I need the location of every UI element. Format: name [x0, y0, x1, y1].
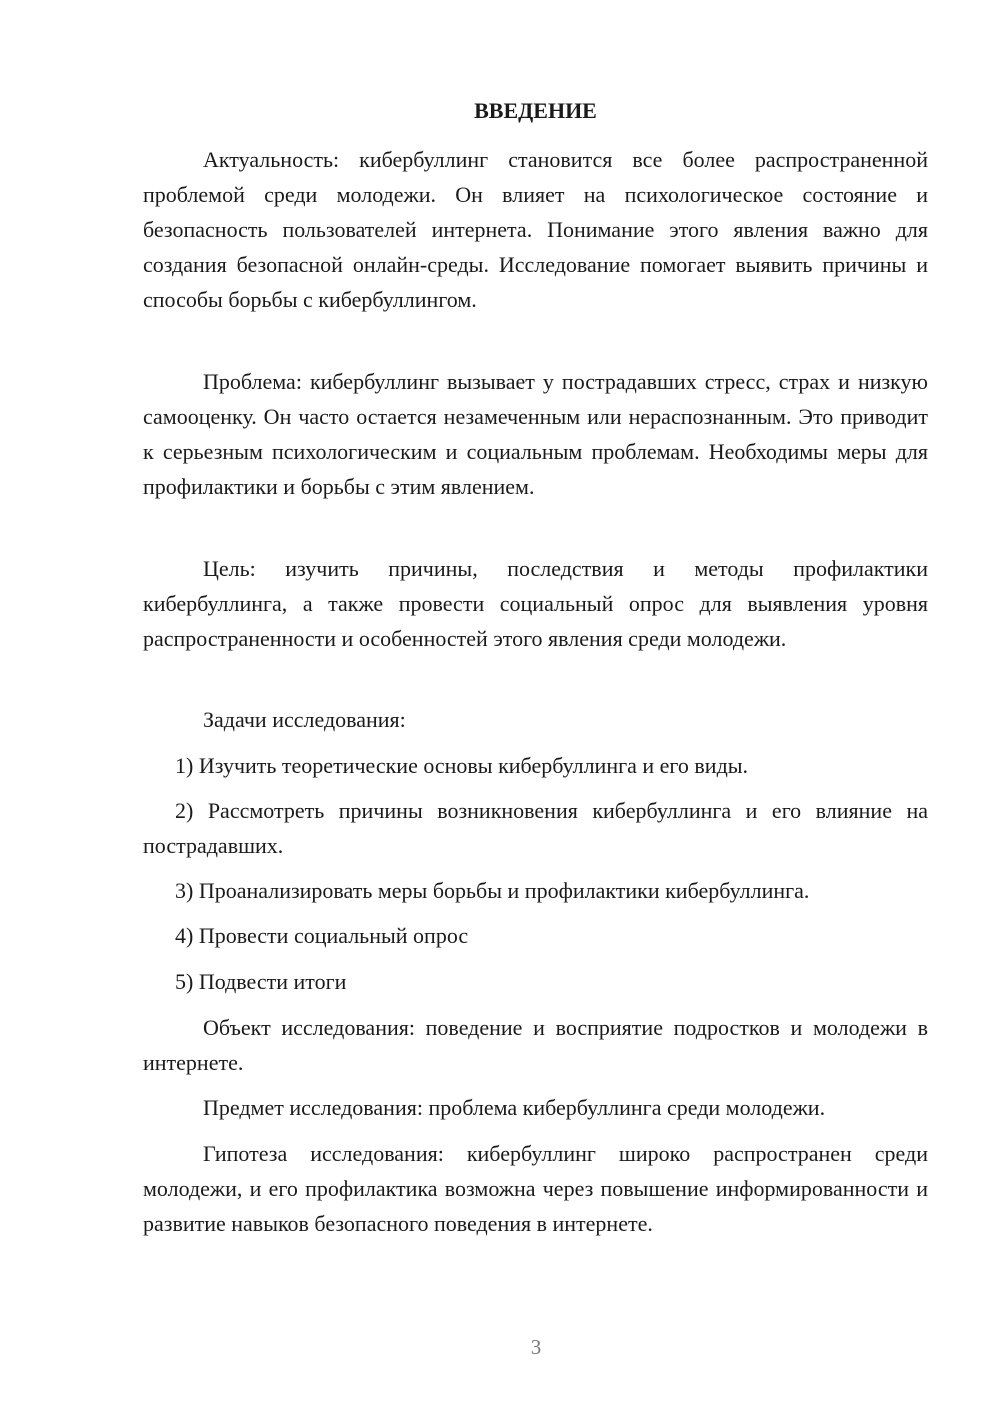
tasks-heading: Задачи исследования: — [203, 707, 406, 732]
task-item-3: 3) Проанализировать меры борьбы и профилактики кибербуллинга. — [175, 878, 810, 903]
task-item-1: 1) Изучить теоретические основы кибербуллинга и его виды. — [175, 753, 749, 778]
page-title: ВВЕДЕНИЕ — [474, 98, 597, 123]
paragraph-goal: Цель: изучить причины, последствия и методы профилактики кибербуллинга, а также провести социальный опрос для выявления уровня распространенности и особенностей этого явления среди молодежи. — [143, 556, 928, 651]
page-number: 3 — [530, 1335, 542, 1359]
paragraph-subject: Предмет исследования: проблема кибербуллинга среди молодежи. — [203, 1095, 826, 1120]
paragraph-hypothesis: Гипотеза исследования: кибербуллинг широко распространен среди молодежи, и его профилактика возможна через повышение информированности и развитие навыков безопасного поведения в интернете. — [143, 1141, 928, 1236]
paragraph-problem: Проблема: кибербуллинг вызывает у пострадавших стресс, страх и низкую самооценку. Он часто остается незамеченным или нераспознанным. Это приводит к серьезным психологическим и социальным проблемам. Необходимы меры для профилактики и борьбы с этим явлением. — [143, 369, 928, 499]
task-item-5: 5) Подвести итоги — [175, 969, 347, 994]
paragraph-object: Объект исследования: поведение и восприятие подростков и молодежи в интернете. — [143, 1015, 928, 1075]
task-item-2: 2) Рассмотреть причины возникновения кибербуллинга и его влияние на пострадавших. — [143, 798, 928, 858]
task-item-4: 4) Провести социальный опрос — [175, 923, 469, 948]
paragraph-relevance: Актуальность: кибербуллинг становится все более распространенной проблемой среди молодежи. Он влияет на психологическое состояние и безопасность пользователей интернета. Понимание этого явления важно для создания безопасной онлайн-среды. Исследование помогает выявить причины и способы борьбы с кибербуллингом. — [143, 147, 928, 312]
